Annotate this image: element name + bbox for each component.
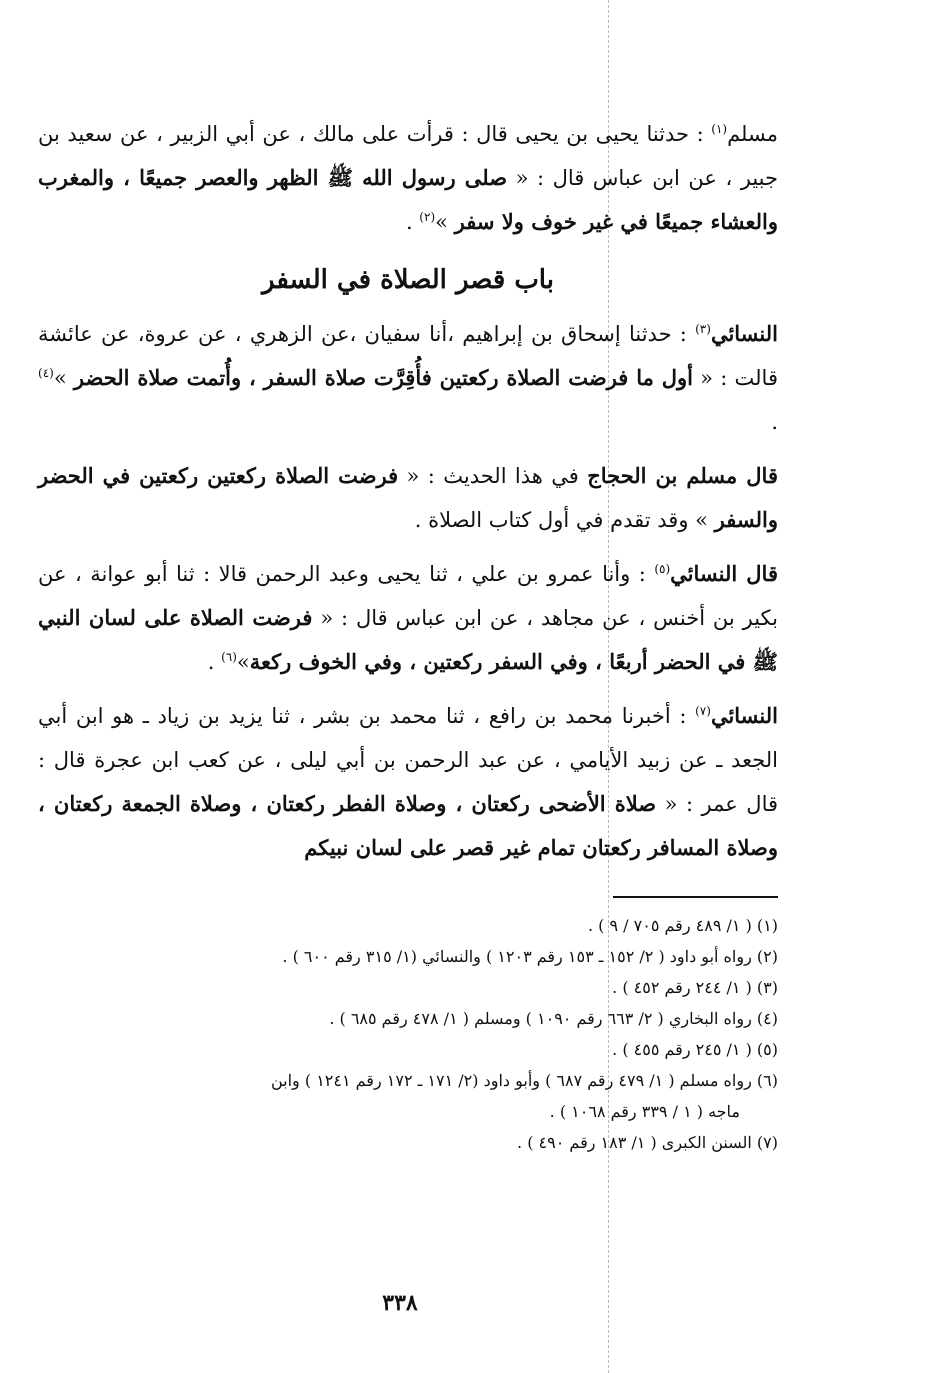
- text-segment: فرضت الصلاة على لسان النبي ﷺ في الحضر أربعًا ، وفي السفر ركعتين ، وفي الخوف ركعة: [38, 605, 778, 674]
- footnote-text: (١) ( ١/ ٤٨٩ رقم ٧٠٥ / ٩ ) .: [588, 916, 778, 935]
- footnote-separator: [613, 896, 778, 898]
- text-segment: قال النسائي: [670, 561, 778, 586]
- footnote: [38, 941, 778, 972]
- text-segment: في هذا الحديث : «: [398, 464, 588, 488]
- text-segment: .: [771, 410, 778, 434]
- text-segment: »: [53, 366, 74, 390]
- paragraph: [38, 312, 778, 444]
- footnote: [38, 1003, 778, 1034]
- text-segment: : حدثنا يحيى بن يحيى قال : قرأت على مالك ، عن أبي الزبير ، عن سعيد بن جبير ، عن ابن عباس قال : «: [38, 122, 779, 190]
- text-segment: : أخبرنا محمد بن رافع ، ثنا محمد بن بشر ، ثنا يزيد بن زياد ـ هو ابن أبي الجعد ـ عن زبيد الأيامي ، عن عبد الرحمن بن أبي ليلى ، عن كعب ابن عجرة قال : قال عمر : «: [38, 704, 779, 816]
- paragraph: [38, 454, 778, 542]
- footnote-text: (٥) ( ١/ ٢٤٥ رقم ٤٥٥ ) .: [612, 1040, 778, 1059]
- text-segment: .: [405, 210, 420, 234]
- footnote-text: (٣) ( ١/ ٢٤٤ رقم ٤٥٢ ) .: [612, 978, 778, 997]
- footnote-continuation: ماجه ( ١ / ٣٣٩ رقم ١٠٦٨ ) .: [549, 1102, 740, 1121]
- text-segment: النسائي: [710, 703, 778, 728]
- footnote: [38, 1127, 778, 1158]
- text-segment: صلاة الأضحى ركعتان ، وصلاة الفطر ركعتان ، وصلاة الجمعة ركعتان ، وصلاة المسافر ركعتان تمام غير قصر على لسان نبيكم: [38, 791, 778, 860]
- text-segment: قال مسلم بن الحجاج: [587, 463, 778, 488]
- footnote-text: (٤) رواه البخاري ( ٢/ ٦٦٣ رقم ١٠٩٠ ) ومسلم ( ١/ ٤٧٨ رقم ٦٨٥ ) .: [329, 1009, 778, 1028]
- intro-block: [38, 112, 778, 244]
- text-segment: صلى رسول الله ﷺ الظهر والعصر جميعًا ، والمغرب والعشاء جميعًا في غير خوف ولا سفر: [38, 165, 778, 234]
- paragraph: [38, 112, 778, 244]
- footnote-ref: (٦): [221, 650, 237, 664]
- text-segment: : حدثنا إسحاق بن إبراهيم ،أنا سفيان ،عن الزهري ، عن عروة، عن عائشة قالت : «: [38, 322, 778, 390]
- footnote-ref: (١): [711, 122, 728, 136]
- footnote-text: (٧) السنن الكبرى ( ١/ ١٨٣ رقم ٤٩٠ ) .: [517, 1133, 778, 1152]
- text-segment: .: [207, 650, 222, 674]
- footnote-ref: (٢): [419, 210, 436, 224]
- footnote-ref: (٤): [38, 366, 54, 380]
- paragraph: [38, 694, 778, 870]
- footnote-text: (٢) رواه أبو داود ( ٢/ ١٥٢ ـ ١٥٣ رقم ١٢٠٣ ) والنسائي (١/ ٣١٥ رقم ٦٠٠ ) .: [282, 947, 778, 966]
- footnote: [38, 910, 778, 941]
- footnote: [38, 1034, 778, 1065]
- footnote-ref: (٥): [654, 562, 671, 576]
- paragraph: [38, 552, 778, 684]
- footnotes: [38, 910, 778, 1158]
- text-segment: مسلم: [727, 122, 778, 146]
- document-page: [38, 112, 778, 1158]
- text-segment: » وقد تقدم في أول كتاب الصلاة .: [414, 508, 715, 532]
- text-segment: »: [435, 210, 455, 234]
- section-heading: باب قصر الصلاة في السفر: [262, 265, 554, 295]
- footnote-text: (٦) رواه مسلم ( ١/ ٤٧٩ رقم ٦٨٧ ) وأبو داود (٢/ ١٧١ ـ ١٧٢ رقم ١٢٤١ ) وابن: [270, 1071, 778, 1090]
- text-segment: النسائي: [710, 321, 778, 346]
- footnote: [38, 1065, 778, 1127]
- footnote: [38, 972, 778, 1003]
- footnote-ref: (٧): [695, 704, 711, 718]
- text-segment: »: [236, 650, 250, 674]
- page-number: ٣٣٨: [382, 1290, 418, 1316]
- footnote-ref: (٣): [695, 322, 711, 336]
- text-segment: أول ما فرضت الصلاة ركعتين فأُقِرَّت صلاة السفر ، وأُتمت صلاة الحضر: [73, 365, 693, 390]
- text-segment: فرضت الصلاة ركعتين ركعتين في الحضر والسفر: [38, 463, 778, 532]
- text-segment: : وأنا عمرو بن علي ، ثنا يحيى وعبد الرحمن قالا : ثنا أبو عوانة ، عن بكير بن أخنس ، عن مجاهد ، عن ابن عباس قال : «: [38, 562, 778, 630]
- hadith-block: [38, 312, 778, 870]
